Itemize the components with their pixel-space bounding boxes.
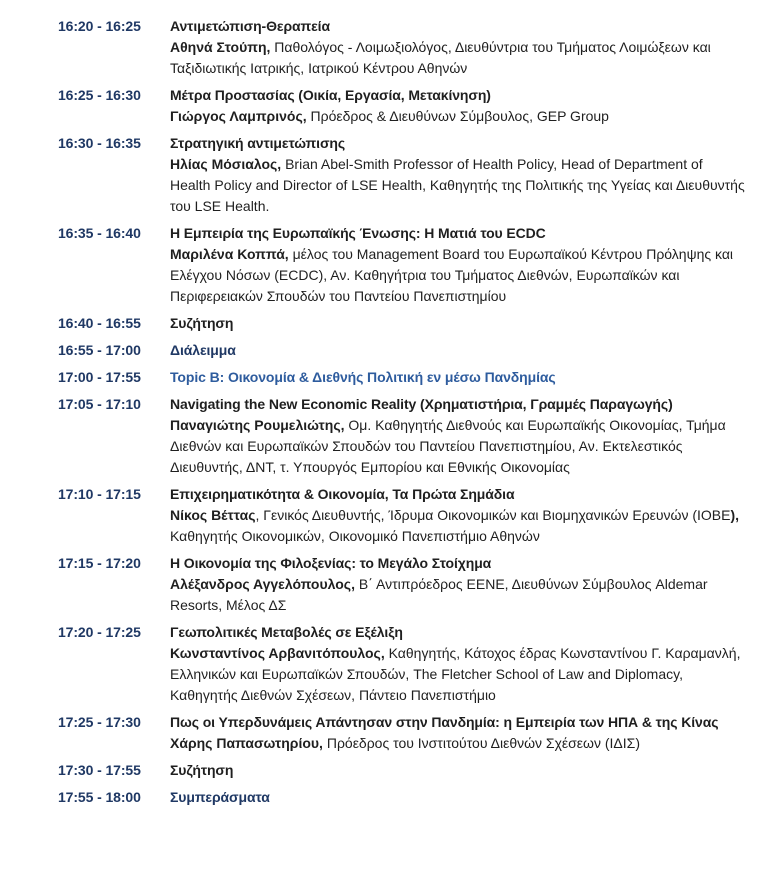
- speaker-description: Καθηγητής Οικονομικών, Οικονομικό Πανεπιστήμιο Αθηνών: [170, 528, 540, 544]
- session-title: Επιχειρηματικότητα & Οικονομία, Τα Πρώτα Σημάδια: [170, 486, 515, 502]
- speaker-name: Αλέξανδρος Αγγελόπουλος,: [170, 576, 355, 592]
- agenda-row: [58, 622, 746, 706]
- time-range: 17:10 - 17:15: [58, 486, 141, 502]
- speaker-name: Μαριλένα Κοππά,: [170, 246, 289, 262]
- time-range: 17:05 - 17:10: [58, 396, 141, 412]
- speaker-name: Κωνσταντίνος Αρβανιτόπουλος,: [170, 645, 385, 661]
- agenda-row: [58, 553, 746, 616]
- speaker-description: Brian Abel-Smith Professor of Health Policy, Head of Department of Health Policy and Director of LSE Health, Καθηγητής της Πολιτικής της Υγείας και Διευθυντής του LSE Health.: [170, 156, 745, 214]
- agenda-row: [58, 223, 746, 307]
- session-content: [170, 484, 746, 547]
- speaker-name: Παναγιώτης Ρουμελιώτης,: [170, 417, 345, 433]
- session-details: [170, 244, 746, 307]
- speaker-name: Αθηνά Στούπη,: [170, 39, 271, 55]
- session-title: Συμπεράσματα: [170, 789, 270, 805]
- session-content: [170, 340, 746, 361]
- agenda-row: [58, 133, 746, 217]
- session-details: [170, 505, 746, 547]
- session-content: [170, 712, 746, 754]
- session-content: [170, 223, 746, 307]
- session-title: Η Εμπειρία της Ευρωπαϊκής Ένωσης: Η Ματιά του ECDC: [170, 225, 546, 241]
- session-details: [170, 415, 746, 478]
- session-content: [170, 622, 746, 706]
- session-title: Πως οι Υπερδυνάμεις Απάντησαν στην Πανδημία: η Εμπειρία των ΗΠΑ & της Κίνας: [170, 714, 719, 730]
- time-range: 16:20 - 16:25: [58, 18, 141, 34]
- session-title: Navigating the New Economic Reality (Χρηματιστήρια, Γραμμές Παραγωγής): [170, 396, 673, 412]
- agenda-row: [58, 787, 746, 808]
- speaker-name: Νίκος Βέττας: [170, 507, 256, 523]
- session-title: Συζήτηση: [170, 762, 234, 778]
- speaker-name: ),: [730, 507, 740, 523]
- session-title: Μέτρα Προστασίας (Οικία, Εργασία, Μετακίνηση): [170, 87, 491, 103]
- session-content: [170, 394, 746, 478]
- time-range: 16:35 - 16:40: [58, 225, 141, 241]
- time-range: 17:15 - 17:20: [58, 555, 141, 571]
- speaker-description: μέλος του Management Board του Ευρωπαϊκού Κέντρου Πρόληψης και Ελέγχου Νόσων (ECDC), Αν. Καθηγήτρια του Τμήματος Διεθνών, Ευρωπαϊκών και Περιφερειακών Σπουδών του Παντείου Πανεπιστημίου: [170, 246, 734, 304]
- time-range: 17:00 - 17:55: [58, 369, 141, 385]
- speaker-description: Πρόεδρος & Διευθύνων Σύμβουλος, GEP Group: [306, 108, 609, 124]
- session-details: [170, 643, 746, 706]
- session-title: Συζήτηση: [170, 315, 234, 331]
- session-title: Στρατηγική αντιμετώπισης: [170, 135, 346, 151]
- time-range: 16:30 - 16:35: [58, 135, 141, 151]
- session-content: [170, 313, 746, 334]
- time-range: 17:25 - 17:30: [58, 714, 141, 730]
- session-details: [170, 733, 746, 754]
- time-range: 17:30 - 17:55: [58, 762, 141, 778]
- session-title: Η Οικονομία της Φιλοξενίας: το Μεγάλο Στοίχημα: [170, 555, 492, 571]
- session-content: [170, 760, 746, 781]
- agenda-row: [58, 16, 746, 79]
- session-title: Topic B: Οικονομία & Διεθνής Πολιτική εν μέσω Πανδημίας: [170, 369, 556, 385]
- session-title: Γεωπολιτικές Μεταβολές σε Εξέλιξη: [170, 624, 403, 640]
- speaker-name: Ηλίας Μόσιαλος,: [170, 156, 282, 172]
- session-details: [170, 37, 746, 79]
- speaker-description: Β΄ Αντιπρόεδρος ΕΕΝΕ, Διευθύνων Σύμβουλος Aldemar Resorts, Μέλος ΔΣ: [170, 576, 708, 613]
- session-content: [170, 787, 746, 808]
- agenda-row: [58, 367, 746, 388]
- time-range: 17:55 - 18:00: [58, 789, 141, 805]
- agenda-row: [58, 484, 746, 547]
- session-content: [170, 367, 746, 388]
- session-details: [170, 106, 746, 127]
- session-content: [170, 16, 746, 79]
- speaker-description: Παθολόγος - Λοιμωξιολόγος, Διευθύντρια του Τμήματος Λοιμώξεων και Ταξιδιωτικής Ιατρικής, Ιατρικού Κέντρου Αθηνών: [170, 39, 711, 76]
- session-details: [170, 154, 746, 217]
- agenda-row: [58, 760, 746, 781]
- agenda-row: [58, 313, 746, 334]
- time-range: 16:55 - 17:00: [58, 342, 141, 358]
- speaker-description: Ομ. Καθηγητής Διεθνούς και Ευρωπαϊκής Οικονομίας, Τμήμα Διεθνών και Ευρωπαϊκών Σπουδών του Παντείου Πανεπιστημίου, Αν. Εκτελεστικός Διευθυντής, ΔΝΤ, τ. Υπουργός Εμπορίου και Εθνικής Οικονομίας: [170, 417, 726, 475]
- session-title: Διάλειμμα: [170, 342, 236, 358]
- speaker-description: Πρόεδρος του Ινστιτούτου Διεθνών Σχέσεων (ΙΔΙΣ): [322, 735, 640, 751]
- session-content: [170, 133, 746, 217]
- agenda-row: [58, 394, 746, 478]
- agenda-row: [58, 85, 746, 127]
- agenda-row: [58, 340, 746, 361]
- session-content: [170, 553, 746, 616]
- speaker-description: Καθηγητής, Κάτοχος έδρας Κωνσταντίνου Γ. Καραμανλή, Ελληνικών και Ευρωπαϊκών Σπουδών, The Fletcher School of Law and Diplomacy, Καθηγητής Διεθνών Σχέσεων, Πάντειο Πανεπιστήμιο: [170, 645, 741, 703]
- time-range: 16:40 - 16:55: [58, 315, 141, 331]
- time-range: 16:25 - 16:30: [58, 87, 141, 103]
- session-details: [170, 574, 746, 616]
- session-content: [170, 85, 746, 127]
- speaker-name: Γιώργος Λαμπρινός,: [170, 108, 307, 124]
- time-range: 17:20 - 17:25: [58, 624, 141, 640]
- agenda-row: [58, 712, 746, 754]
- speaker-description: , Γενικός Διευθυντής, Ίδρυμα Οικονομικών και Βιομηχανικών Ερευνών (ΙΟΒΕ: [255, 507, 731, 523]
- speaker-name: Χάρης Παπασωτηρίου,: [170, 735, 323, 751]
- session-title: Αντιμετώπιση-Θεραπεία: [170, 18, 330, 34]
